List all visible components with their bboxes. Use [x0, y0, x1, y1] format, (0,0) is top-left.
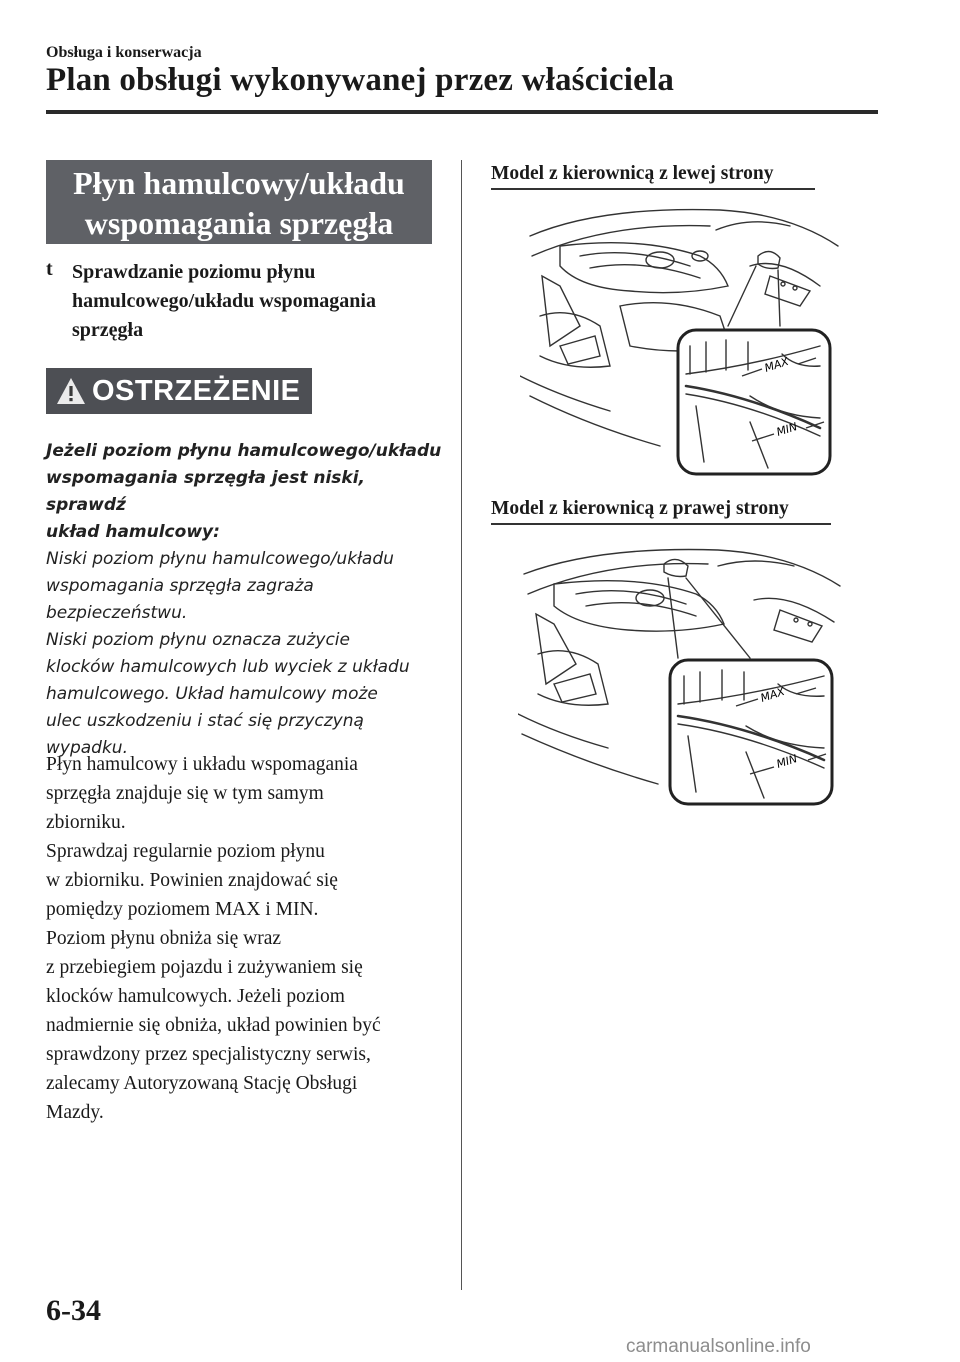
section-label: Obsługa i konserwacja [46, 44, 202, 61]
caption-underline [491, 523, 831, 525]
warning-bold-text: Jeżeli poziom płynu hamulcowego/układu wspomagania sprzęgła jest niski, sprawdź układ hamulcowy: [46, 441, 442, 542]
page-number: 6-34 [46, 1294, 101, 1327]
figure-caption-right-hand-drive: Model z kierownicą z prawej strony [491, 498, 789, 519]
warning-text [46, 438, 446, 762]
warning-body-text: Niski poziom płynu hamulcowego/układu wspomagania sprzęgła zagraża bezpieczeństwu. Niski poziom płynu oznacza zużycie klocków hamulcowych lub wyciek z układu hamulcowego. Układ hamulcowy może ulec uszkodzeniu i stać się przyczyną wypadku. [46, 549, 410, 758]
body-paragraph: Płyn hamulcowy i układu wspomagania sprzęgła znajduje się w tym samym zbiorniku. Sprawdzaj regularnie poziom płynu w zbiorniku. Powinien znajdować się pomiędzy poziomem MAX i MIN. Poziom płynu obniża się wraz z przebiegiem pojazdu i zużywaniem się klocków hamulcowych. Jeżeli poziom nadmiernie się obniża, układ powinien być sprawdzony przez specjalistyczny serwis, zalecamy Autoryzowaną Stację Obsługi Mazdy. [46, 754, 381, 1123]
topic-heading [46, 160, 432, 244]
warning-banner [46, 368, 312, 414]
caption-underline [491, 188, 815, 190]
page-title: Plan obsługi wykonywanej przez właściciela [46, 62, 675, 98]
subheading-bullet: t [46, 258, 53, 280]
figure-caption-left-hand-drive: Model z kierownicą z lewej strony [491, 163, 774, 184]
min-label: MIN [774, 420, 799, 439]
column-divider [461, 160, 462, 1290]
watermark: carmanualsonline.info [626, 1336, 811, 1357]
max-label: MAX [762, 354, 791, 375]
warning-label: OSTRZEŻENIE [92, 374, 301, 407]
topic-line-2: wspomagania sprzęgła [84, 205, 394, 241]
min-label: MIN [774, 752, 799, 771]
subheading: Sprawdzanie poziomu płynu hamulcowego/układu wspomagania sprzęgła [72, 261, 376, 341]
illustration-left-hand-drive [520, 196, 840, 480]
max-label: MAX [758, 684, 787, 705]
topic-line-1: Płyn hamulcowy/układu [73, 165, 405, 201]
warning-triangle-icon [56, 377, 86, 405]
illustration-right-hand-drive [518, 538, 842, 808]
title-rule [46, 110, 878, 114]
